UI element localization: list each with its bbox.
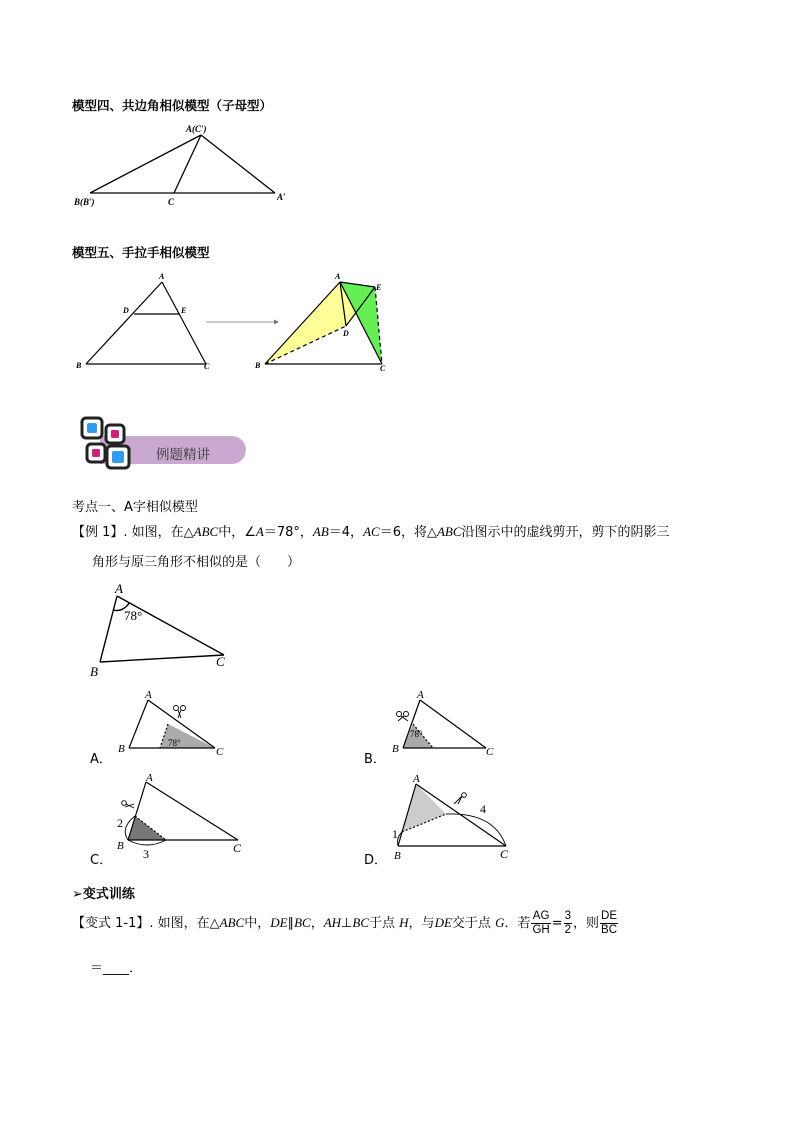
variant-text-6: 于点 [369,916,396,931]
model4-label-top: A(C′) [186,124,207,134]
model5-right-d: D [343,329,349,338]
main-fig-angle: 78° [124,608,143,623]
fraction-de: DE [601,910,618,922]
model4-cevian [174,135,201,193]
option-b-label-b: B [392,743,399,755]
banner-title: 例题精讲 [156,447,210,463]
section-banner [80,414,250,474]
model5-left-ab [86,282,162,364]
variant-h: H [399,915,409,930]
model5-left-ac [162,282,206,364]
option-a-figure[interactable] [112,686,242,762]
option-a-angle: 78° [168,738,181,748]
option-c-label-b: B [117,840,124,852]
example1-line2: 角形与原三角形不相似的是（ ） [92,555,301,570]
variant-text-7: ，与 [408,916,435,931]
variant-text-4: ， [310,916,324,931]
example1-line1 [72,521,670,540]
variant-bc2: BC [352,915,369,930]
example1-ac: AC [363,524,380,539]
example1-tag: 【例 1】 [72,525,124,540]
variant-de: DE [270,915,288,930]
model5-left-b: B [76,361,82,370]
model5-right-e: E [376,283,382,292]
model4-side-aa [201,135,275,193]
model4-label-left: B(B′) [74,197,95,207]
model5-right-c: C [380,364,386,373]
model4-diagram [70,118,300,212]
variant-tag: 【变式 1-1】 [72,916,150,931]
example1-text-end: 沿图示中的虚线剪开，剪下的阴影三 [461,525,670,540]
model5-left-a: A [159,272,165,281]
variant-line1 [72,908,619,939]
variant-text-8: 交于点 [451,916,491,931]
option-d-label-c: C [500,847,509,861]
fraction-ag-gh [531,910,550,937]
model5-yellow-triangle [265,282,346,364]
fraction-de-bc [600,910,618,937]
model5-left-e: E [181,306,187,315]
fraction-bc: BC [601,924,618,936]
model4-heading: 模型四、共边角相似模型（子母型） [72,98,273,113]
example1-angle-var: A [255,524,264,539]
option-a-label-c: C [216,746,224,758]
option-b-letter[interactable]: B． [364,752,386,767]
example1-text-b: 中，∠ [218,525,256,540]
option-c-label-c: C [233,841,242,855]
scissors-icon [454,796,462,804]
example1-text-a: . 如图，在△ [123,525,194,540]
option-d-label-b: B [394,850,401,862]
option-d-label-a: A [413,773,420,785]
option-a-label-b: B [118,743,125,755]
option-b-label-a: A [417,689,424,701]
variant-ah: AH [323,915,342,930]
example1-abc: ABC [193,524,219,539]
option-d-figure[interactable] [386,770,526,862]
fraction-2: 2 [564,924,572,936]
option-c-num-2: 2 [117,816,123,830]
example1-abc2: ABC [436,524,462,539]
example1-eq4: ＝4， [328,525,364,540]
variant-bc: BC [294,915,311,930]
fraction-gh: GH [532,924,550,936]
variant-de2: DE [434,915,452,930]
option-c-figure[interactable] [112,770,262,862]
variant-parallel: ∥ [287,916,295,931]
option-c-num-3: 3 [143,847,149,861]
variant-g: G [495,915,505,930]
model5-diagram [70,268,400,376]
scissors-icon [174,706,179,711]
model5-left-d: D [123,306,129,315]
option-d-letter[interactable]: D． [364,853,388,868]
main-fig-label-b: B [90,664,98,679]
section1-title: 考点一、A字相似模型 [72,500,198,515]
example1-ab: AB [312,524,329,539]
transform-arrowhead [274,320,279,325]
variant-perp: ⊥ [341,916,353,931]
option-b-figure[interactable] [386,686,516,762]
scissors-icon [122,801,127,806]
model4-label-right: A′ [277,192,286,202]
example1-eq6: ＝6，将△ [379,525,437,540]
fraction-ag: AG [532,910,550,922]
variant-eq: = [551,916,563,931]
variant-answer-blank[interactable]: ＝____． [90,961,143,976]
option-a-label-a: A [145,689,152,701]
model5-right-a: A [335,272,341,281]
banner-squares-icon [80,414,140,470]
example1-main-figure [86,580,246,680]
model5-heading: 模型五、手拉手相似模型 [72,245,210,260]
variant-text-10: ，则 [573,916,600,931]
variant-text-9: ．若 [504,916,531,931]
main-fig-label-a: A [115,581,123,596]
model5-left-c: C [204,362,210,371]
option-a-letter[interactable]: A． [90,752,112,767]
option-b-label-c: C [486,746,494,758]
model4-label-mid: C [168,197,175,207]
fraction-3-2 [564,910,572,937]
variant-abc: ABC [219,915,245,930]
option-d-num-4: 4 [480,802,486,816]
option-c-letter[interactable]: C． [90,853,113,868]
option-d-num-1: 1 [392,827,398,841]
model4-side-ab [90,135,201,193]
variant-text-2: 中， [244,916,271,931]
scissors-icon [397,712,402,717]
example1-eq78: ＝78°， [263,525,313,540]
variant-text-1: . 如图，在△ [149,916,220,931]
variant-heading: ➢变式训练 [72,887,135,902]
main-fig-label-c: C [216,654,225,669]
option-b-angle: 78° [410,729,423,739]
option-c-label-a: A [146,772,153,784]
fraction-3: 3 [564,910,572,922]
model5-right-b: B [255,361,261,370]
